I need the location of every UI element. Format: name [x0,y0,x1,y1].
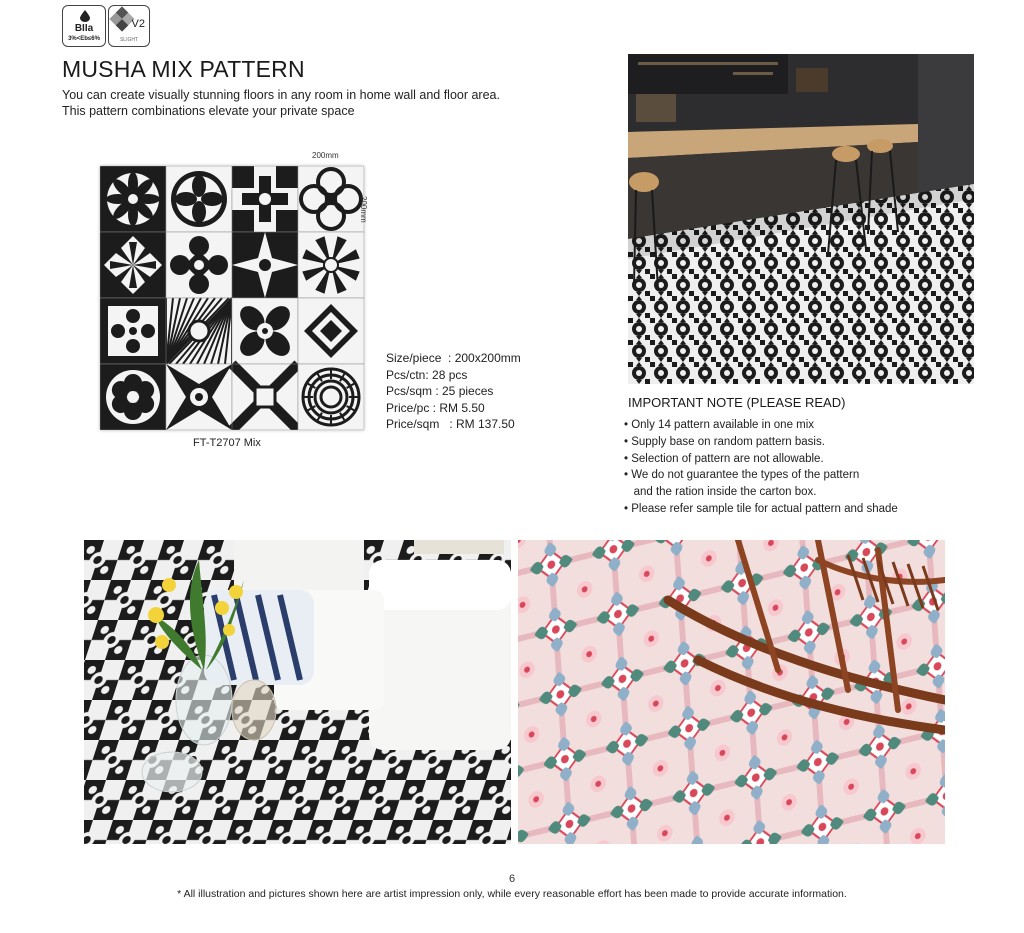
note-item: • We do not guarantee the types of the pattern [624,469,860,482]
tile-pattern-mosaic [100,166,364,430]
page-number: 6 [508,873,516,885]
mosaic-tile [298,364,364,430]
shade-variation-badge [108,5,150,47]
mosaic-tile [100,298,166,364]
water-class-label: BIIa [74,23,94,34]
shade-code: V2 [131,18,145,30]
mosaic-tile [298,232,364,298]
important-note-list [624,417,898,518]
note-item: • Only 14 pattern available in one mix [624,419,815,431]
mosaic-tile [100,364,166,430]
product-description [62,87,500,119]
spec-pcs-sqm: Pcs/sqm : 25 pieces [386,384,494,398]
shade-label: SLIGHT [119,37,139,43]
footer-disclaimer: * All illustration and pictures shown here are artist impression only, while every reasonable effort has been made to provide accurate information. [177,888,847,900]
mosaic-tile [166,166,232,232]
tile-width-label: 200mm [312,151,339,160]
page-title: MUSHA MIX PATTERN [62,56,305,82]
spec-price-sqm: Price/sqm : RM 137.50 [386,417,515,431]
bar-interior-photo [628,54,974,384]
spec-pcs-ctn: Pcs/ctn: 28 pcs [386,367,468,382]
water-range-label: 3%<Eb≤6% [68,36,100,42]
mosaic-tile [232,232,298,298]
mosaic-tile [166,364,232,430]
water-absorption-badge [62,5,106,47]
mosaic-tile [232,298,298,364]
note-item: • Supply base on random pattern basis. [624,435,825,448]
mosaic-tile [100,166,166,232]
product-code: FT-T2707 Mix [193,437,261,449]
mosaic-tile [166,232,232,298]
note-item: and the ration inside the carton box. [624,486,817,499]
product-specs [386,350,521,433]
mosaic-tile [298,166,364,232]
note-item: • Please refer sample tile for actual pattern and shade [624,502,898,515]
mosaic-tile [232,364,298,430]
mosaic-tile [100,232,166,298]
tile-height-label: 200mm [359,196,368,223]
mosaic-tile [166,298,232,364]
pink-tile-rocking-chair-photo [518,540,945,844]
description-line: This pattern combinations elevate your private space [62,104,355,118]
description-line: You can create visually stunning floors in any room in home wall and floor area. [62,88,500,102]
living-room-photo [84,540,511,844]
water-drop-icon [80,10,90,22]
important-note-title: IMPORTANT NOTE (PLEASE READ) [628,395,846,410]
spec-size: Size/piece : 200x200mm [386,351,521,365]
mosaic-tile [232,166,298,232]
spec-price-pc: Price/pc : RM 5.50 [386,400,485,415]
mosaic-tile [298,298,364,364]
note-item: • Selection of pattern are not allowable. [624,452,824,465]
